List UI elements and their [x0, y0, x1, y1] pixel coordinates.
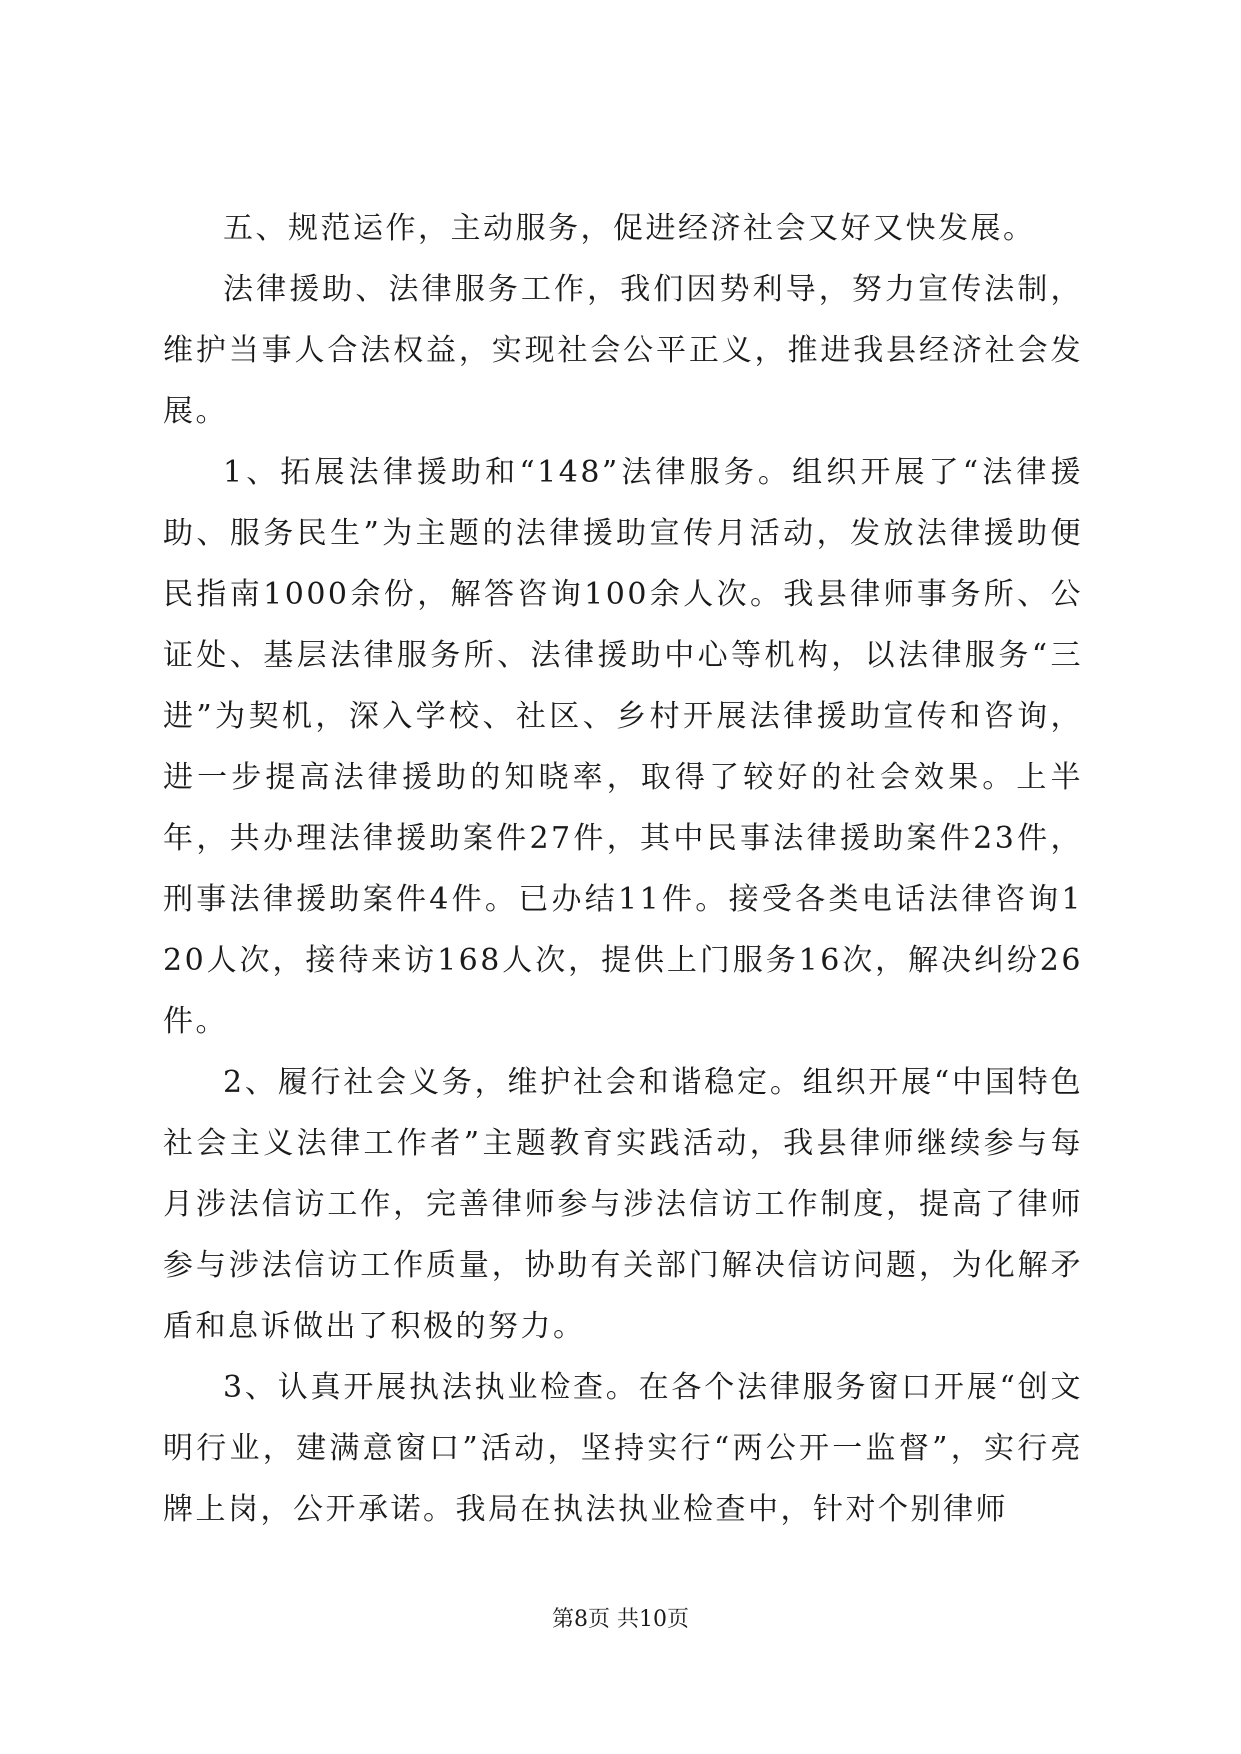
- paragraph-intro: 法律援助、法律服务工作，我们因势利导，努力宣传法制，维护当事人合法权益，实现社会公平正义，推进我县经济社会发展。: [163, 272, 1083, 429]
- document-body: [163, 198, 1083, 1540]
- paragraph-item-2: 2、履行社会义务，维护社会和谐稳定。组织开展“中国特色社会主义法律工作者”主题教育实践活动，我县律师继续参与每月涉法信访工作，完善律师参与涉法信访工作制度，提高了律师参与涉法信访工作质量，协助有关部门解决信访问题，为化解矛盾和息诉做出了积极的努力。: [163, 1065, 1083, 1344]
- section-heading: 五、规范运作，主动服务，促进经济社会又好又快发展。: [223, 211, 1036, 246]
- paragraph-item-3: 3、认真开展执法执业检查。在各个法律服务窗口开展“创文明行业，建满意窗口”活动，坚持实行“两公开一监督”，实行亮牌上岗，公开承诺。我局在执法执业检查中，针对个别律师: [163, 1370, 1083, 1527]
- page-number-footer: 第8页 共10页: [552, 1607, 689, 1632]
- paragraph-item-1: 1、拓展法律援助和“148”法律服务。组织开展了“法律援助、服务民生”为主题的法律援助宣传月活动，发放法律援助便民指南1000余份，解答咨询100余人次。我县律师事务所、公证处、基层法律服务所、法律援助中心等机构，以法律服务“三进”为契机，深入学校、社区、乡村开展法律援助宣传和咨询，进一步提高法律援助的知晓率，取得了较好的社会效果。上半年，共办理法律援助案件27件，其中民事法律援助案件23件，刑事法律援助案件4件。已办结11件。接受各类电话法律咨询120人次，接待来访168人次，提供上门服务16次，解决纠纷26件。: [163, 455, 1083, 1039]
